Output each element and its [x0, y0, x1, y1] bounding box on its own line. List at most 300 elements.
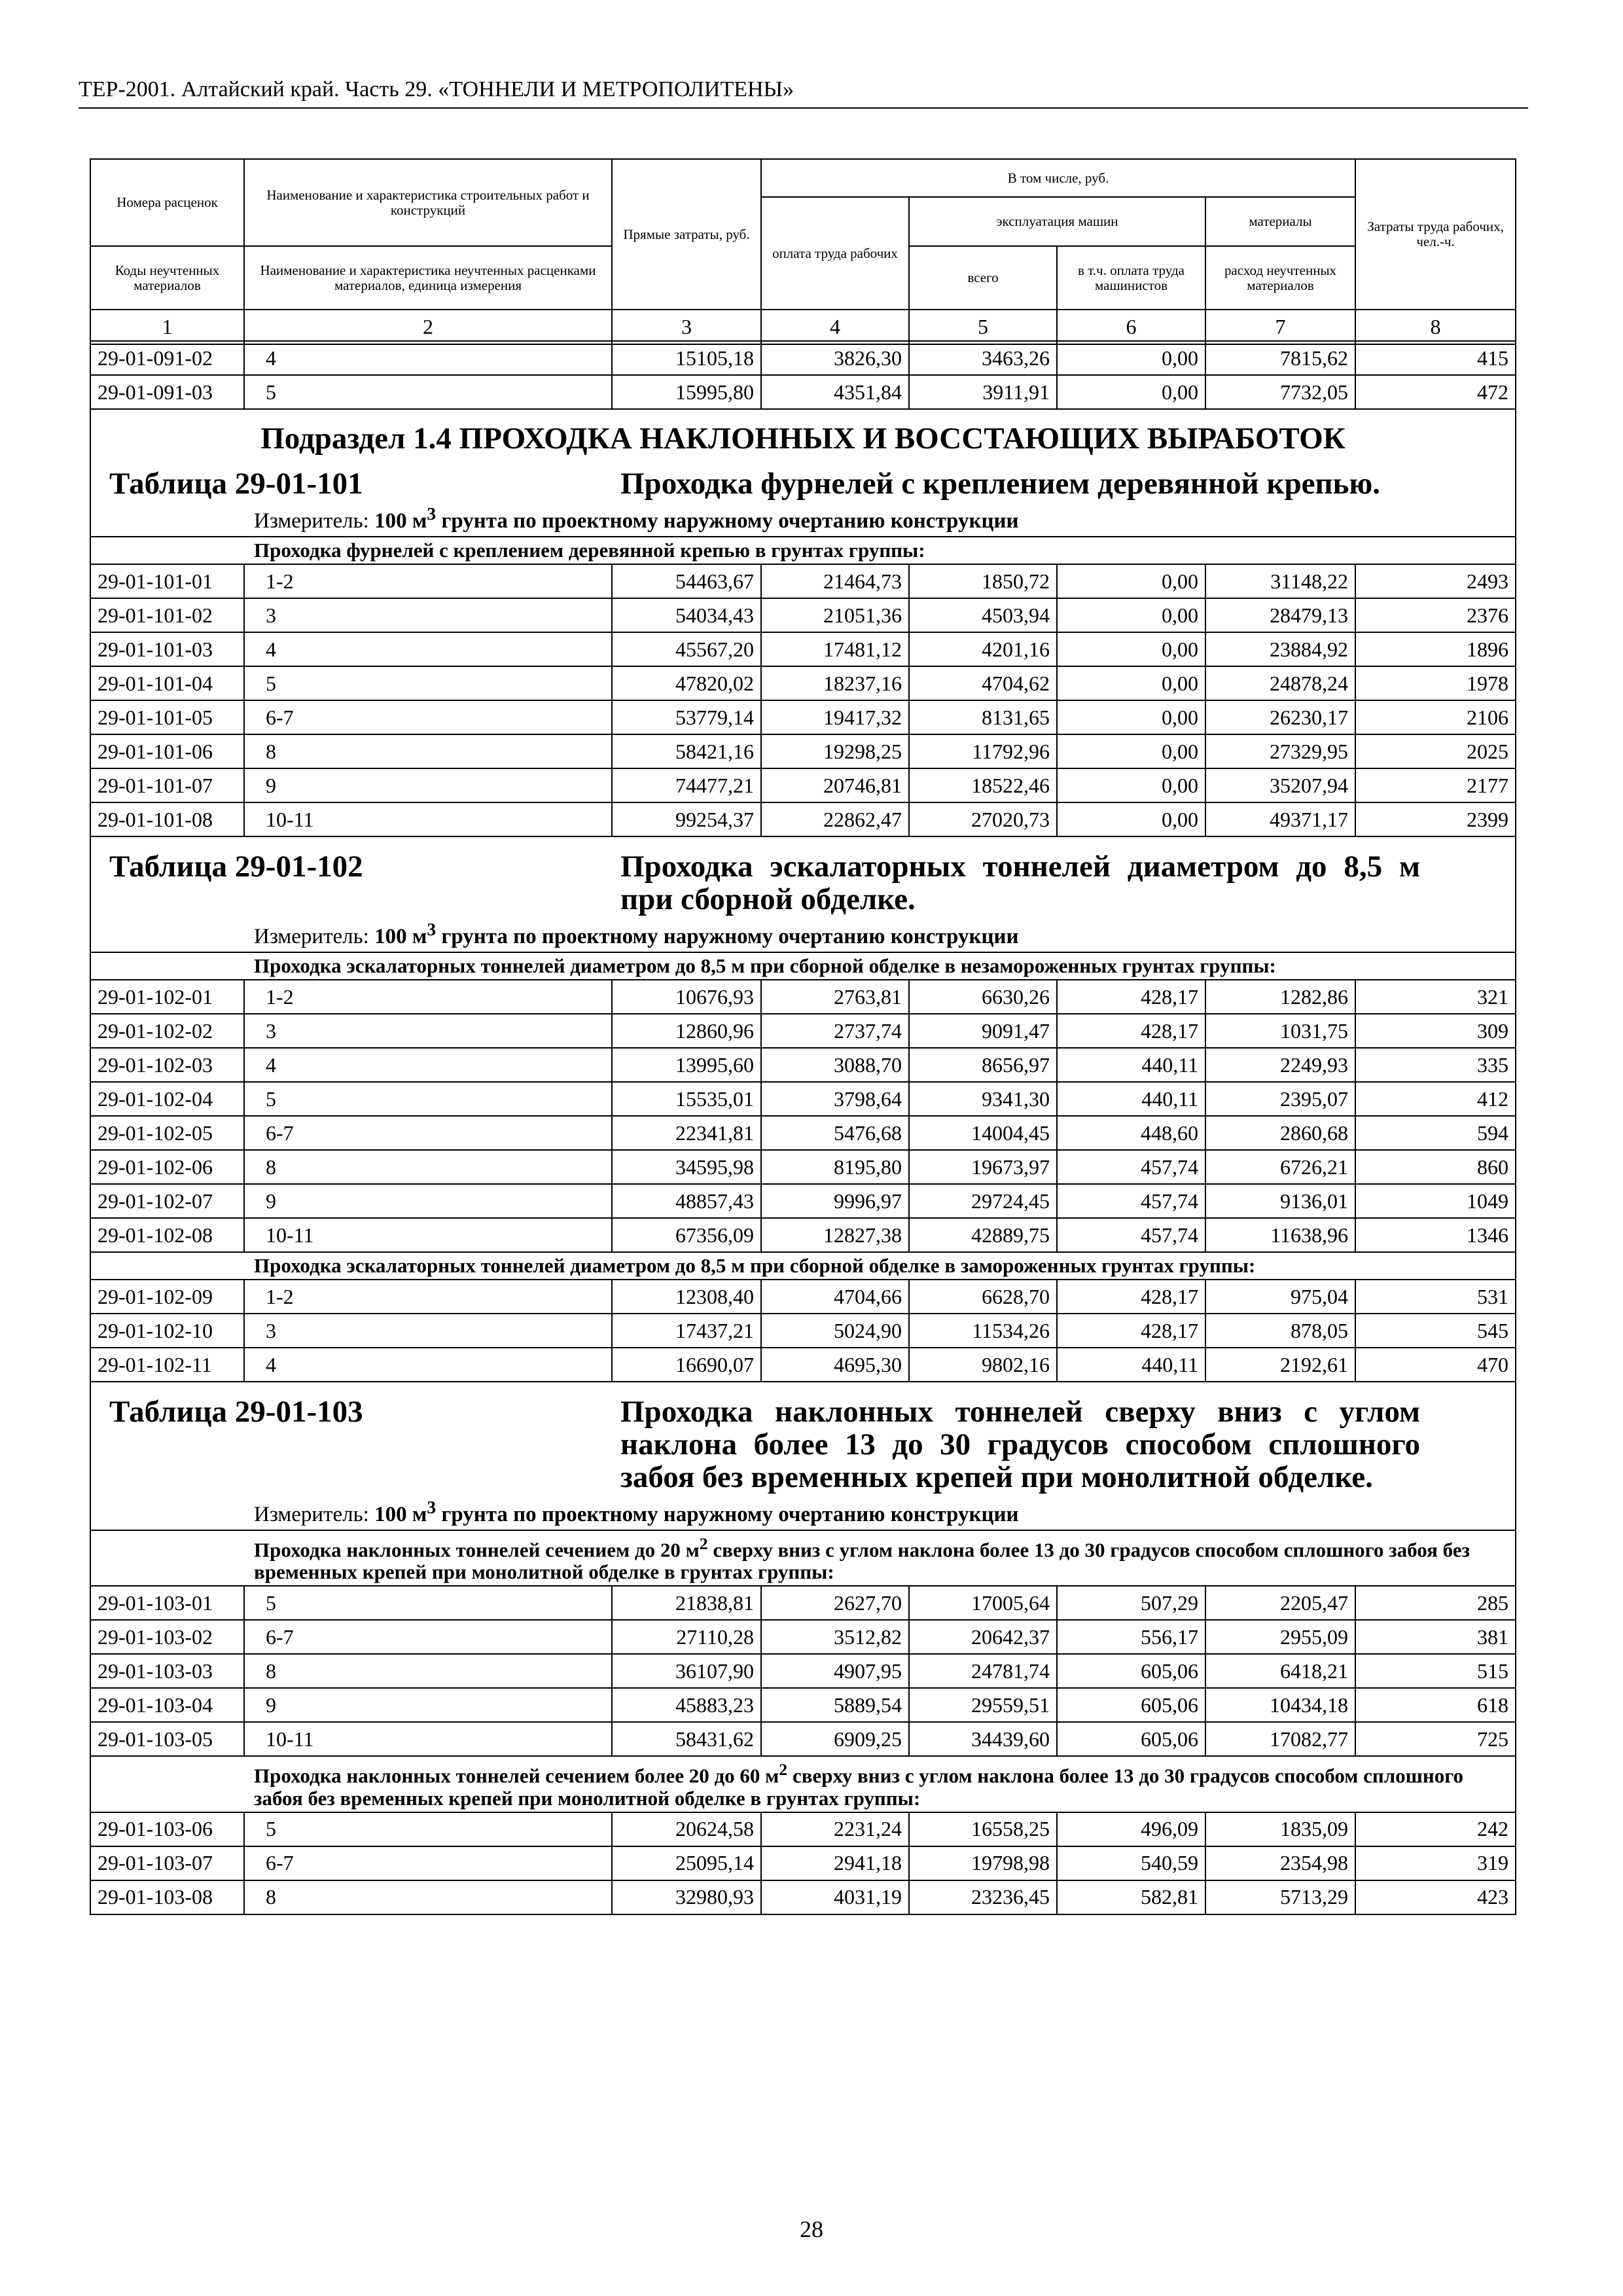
table-row: [90, 1722, 1516, 1756]
value-cell: 25095,14: [612, 1846, 761, 1880]
table-row: [90, 632, 1516, 666]
value-cell: 42889,75: [909, 1218, 1057, 1252]
value-cell: 19673,97: [909, 1150, 1057, 1184]
table-title: Проходка эскалаторных тоннелей диаметром до 8,5 м при сборной обделке.: [620, 850, 1420, 916]
soil-group-cell: 4: [244, 1348, 612, 1382]
soil-group-cell: 10-11: [244, 1218, 612, 1252]
value-cell: 428,17: [1057, 1314, 1205, 1348]
group-title: [90, 1252, 1516, 1280]
table-section: [90, 836, 1516, 952]
value-cell: 582,81: [1057, 1880, 1205, 1914]
value-cell: 2354,98: [1205, 1846, 1355, 1880]
value-cell: 21838,81: [612, 1586, 761, 1620]
soil-group-cell: 3: [244, 1014, 612, 1048]
table-row: [90, 768, 1516, 802]
rate-code-cell: 29-01-102-03: [90, 1048, 244, 1082]
value-cell: 6628,70: [909, 1280, 1057, 1314]
rate-code-cell: 29-01-103-06: [90, 1812, 244, 1846]
group-title: [90, 952, 1516, 980]
rate-code-cell: 29-01-101-05: [90, 700, 244, 734]
value-cell: 4503,94: [909, 598, 1057, 632]
value-cell: 21051,36: [761, 598, 909, 632]
value-cell: 15105,18: [612, 341, 761, 375]
rate-code-cell: 29-01-102-11: [90, 1348, 244, 1382]
group-title-row: [90, 1530, 1516, 1586]
rate-code-cell: 29-01-102-07: [90, 1184, 244, 1218]
value-cell: 4201,16: [909, 632, 1057, 666]
value-cell: 22341,81: [612, 1116, 761, 1150]
value-cell: 440,11: [1057, 1048, 1205, 1082]
value-cell: 2493: [1355, 564, 1516, 598]
value-cell: 11638,96: [1205, 1218, 1355, 1252]
col-materials-unaccounted-header: расход неучтенных материалов: [1205, 246, 1355, 310]
value-cell: 1282,86: [1205, 980, 1355, 1014]
value-cell: 618: [1355, 1688, 1516, 1722]
group-title: [90, 1530, 1516, 1586]
table-section: [90, 1382, 1516, 1530]
value-cell: 17005,64: [909, 1586, 1057, 1620]
value-cell: 17481,12: [761, 632, 909, 666]
value-cell: 4907,95: [761, 1654, 909, 1688]
soil-group-cell: 3: [244, 598, 612, 632]
value-cell: 2177: [1355, 768, 1516, 802]
value-cell: 17082,77: [1205, 1722, 1355, 1756]
table-row: [90, 1812, 1516, 1846]
value-cell: 12827,38: [761, 1218, 909, 1252]
value-cell: 428,17: [1057, 980, 1205, 1014]
value-cell: 5713,29: [1205, 1880, 1355, 1914]
soil-group-cell: 10-11: [244, 802, 612, 836]
value-cell: 16690,07: [612, 1348, 761, 1382]
value-cell: 2860,68: [1205, 1116, 1355, 1150]
soil-group-cell: 4: [244, 1048, 612, 1082]
soil-group-cell: 10-11: [244, 1722, 612, 1756]
value-cell: 242: [1355, 1812, 1516, 1846]
value-cell: 27020,73: [909, 802, 1057, 836]
value-cell: 5024,90: [761, 1314, 909, 1348]
value-cell: 29724,45: [909, 1184, 1057, 1218]
measure-prefix: Измеритель:: [254, 925, 369, 948]
table-row: [90, 598, 1516, 632]
soil-group-cell: 4: [244, 341, 612, 375]
value-cell: 8195,80: [761, 1150, 909, 1184]
rate-code-cell: 29-01-102-06: [90, 1150, 244, 1184]
rate-code-cell: 29-01-103-03: [90, 1654, 244, 1688]
col-materials-header: материалы: [1205, 197, 1355, 246]
value-cell: 9341,30: [909, 1082, 1057, 1116]
value-cell: 9091,47: [909, 1014, 1057, 1048]
soil-group-cell: 8: [244, 1880, 612, 1914]
soil-group-cell: 6-7: [244, 1620, 612, 1654]
rate-code-cell: 29-01-103-05: [90, 1722, 244, 1756]
group-title-row: [90, 952, 1516, 980]
col-name-bottom-header: Наименование и характеристика неучтенных расценками материалов, единица измерения: [244, 246, 612, 310]
group-title-sup: 2: [699, 1534, 708, 1553]
soil-group-cell: 6-7: [244, 1116, 612, 1150]
table-row: [90, 980, 1516, 1014]
value-cell: 22862,47: [761, 802, 909, 836]
value-cell: 4695,30: [761, 1348, 909, 1382]
rate-code-cell: 29-01-102-09: [90, 1280, 244, 1314]
value-cell: 8656,97: [909, 1048, 1057, 1082]
value-cell: 6630,26: [909, 980, 1057, 1014]
value-cell: 27329,95: [1205, 734, 1355, 768]
value-cell: 1049: [1355, 1184, 1516, 1218]
value-cell: 34595,98: [612, 1150, 761, 1184]
col-number: 3: [612, 310, 761, 344]
value-cell: 99254,37: [612, 802, 761, 836]
value-cell: 47820,02: [612, 666, 761, 700]
rate-code-cell: 29-01-102-08: [90, 1218, 244, 1252]
value-cell: 428,17: [1057, 1014, 1205, 1048]
value-cell: 49371,17: [1205, 802, 1355, 836]
table-section: [90, 409, 1516, 537]
soil-group-cell: 1-2: [244, 1280, 612, 1314]
value-cell: 556,17: [1057, 1620, 1205, 1654]
value-cell: 74477,21: [612, 768, 761, 802]
value-cell: 594: [1355, 1116, 1516, 1150]
soil-group-cell: 5: [244, 666, 612, 700]
value-cell: 26230,17: [1205, 700, 1355, 734]
soil-group-cell: 6-7: [244, 700, 612, 734]
value-cell: 1346: [1355, 1218, 1516, 1252]
measure-sup: 3: [427, 919, 437, 939]
soil-group-cell: 8: [244, 734, 612, 768]
value-cell: 428,17: [1057, 1280, 1205, 1314]
value-cell: 2627,70: [761, 1586, 909, 1620]
rate-code-cell: 29-01-101-03: [90, 632, 244, 666]
table-row: [90, 564, 1516, 598]
value-cell: 1835,09: [1205, 1812, 1355, 1846]
value-cell: 605,06: [1057, 1688, 1205, 1722]
col-name-header: Наименование и характеристика строительных работ и конструкций: [244, 159, 612, 246]
value-cell: 507,29: [1057, 1586, 1205, 1620]
value-cell: 3826,30: [761, 341, 909, 375]
value-cell: 0,00: [1057, 632, 1205, 666]
col-number: 1: [90, 310, 244, 344]
value-cell: 58421,16: [612, 734, 761, 768]
group-title-text: Проходка фурнелей с креплением деревянной крепью в грунтах группы:: [254, 539, 925, 562]
table-row: [90, 1150, 1516, 1184]
value-cell: 2763,81: [761, 980, 909, 1014]
value-cell: 45567,20: [612, 632, 761, 666]
measure-value: 100 м: [374, 925, 427, 948]
col-machines-total-header: всего: [909, 246, 1057, 310]
value-cell: 2376: [1355, 598, 1516, 632]
rate-code-cell: 29-01-102-10: [90, 1314, 244, 1348]
rate-code-cell: 29-01-102-04: [90, 1082, 244, 1116]
rate-code-cell: 29-01-103-01: [90, 1586, 244, 1620]
group-title-text: Проходка эскалаторных тоннелей диаметром до 8,5 м при сборной обделке в незамороженных грунтах группы:: [254, 954, 1276, 977]
group-title-row: [90, 537, 1516, 564]
value-cell: 24878,24: [1205, 666, 1355, 700]
value-cell: 1896: [1355, 632, 1516, 666]
value-cell: 15535,01: [612, 1082, 761, 1116]
value-cell: 12860,96: [612, 1014, 761, 1048]
value-cell: 605,06: [1057, 1722, 1205, 1756]
value-cell: 21464,73: [761, 564, 909, 598]
value-cell: 32980,93: [612, 1880, 761, 1914]
rates-table: [90, 340, 1516, 1915]
rates-table-body: [90, 340, 1516, 1915]
table-row: [90, 1314, 1516, 1348]
value-cell: 15995,80: [612, 375, 761, 409]
value-cell: 7815,62: [1205, 341, 1355, 375]
table-row: [90, 700, 1516, 734]
value-cell: 9996,97: [761, 1184, 909, 1218]
value-cell: 35207,94: [1205, 768, 1355, 802]
col-code-bottom-header: Коды неучтенных материалов: [90, 246, 244, 310]
value-cell: 472: [1355, 375, 1516, 409]
value-cell: 20746,81: [761, 768, 909, 802]
soil-group-cell: 4: [244, 632, 612, 666]
value-cell: 540,59: [1057, 1846, 1205, 1880]
table-title: Проходка фурнелей с креплением деревянной крепью.: [620, 467, 1381, 501]
value-cell: 440,11: [1057, 1082, 1205, 1116]
table-row: [90, 1586, 1516, 1620]
table-row: [90, 802, 1516, 836]
soil-group-cell: 1-2: [244, 980, 612, 1014]
value-cell: 457,74: [1057, 1184, 1205, 1218]
soil-group-cell: 9: [244, 768, 612, 802]
value-cell: 457,74: [1057, 1218, 1205, 1252]
value-cell: 5889,54: [761, 1688, 909, 1722]
value-cell: 7732,05: [1205, 375, 1355, 409]
value-cell: 1850,72: [909, 564, 1057, 598]
table-label: Таблица 29-01-101: [109, 467, 363, 501]
value-cell: 3463,26: [909, 341, 1057, 375]
soil-group-cell: 5: [244, 1586, 612, 1620]
value-cell: 31148,22: [1205, 564, 1355, 598]
value-cell: 975,04: [1205, 1280, 1355, 1314]
value-cell: 2025: [1355, 734, 1516, 768]
value-cell: 67356,09: [612, 1218, 761, 1252]
value-cell: 2192,61: [1205, 1348, 1355, 1382]
value-cell: 0,00: [1057, 375, 1205, 409]
rate-code-cell: 29-01-102-02: [90, 1014, 244, 1048]
col-number: 7: [1205, 310, 1355, 344]
group-title-row: [90, 1756, 1516, 1812]
table-row: [90, 734, 1516, 768]
value-cell: 3911,91: [909, 375, 1057, 409]
value-cell: 2399: [1355, 802, 1516, 836]
table-row: [90, 1880, 1516, 1914]
table-row: [90, 1280, 1516, 1314]
value-cell: 285: [1355, 1586, 1516, 1620]
value-cell: 1978: [1355, 666, 1516, 700]
measure-line: [91, 500, 1515, 536]
value-cell: 2737,74: [761, 1014, 909, 1048]
value-cell: 448,60: [1057, 1116, 1205, 1150]
value-cell: 2249,93: [1205, 1048, 1355, 1082]
value-cell: 11534,26: [909, 1314, 1057, 1348]
group-title-text: Проходка наклонных тоннелей сечением до 20 м: [254, 1538, 700, 1562]
measure-sup: 3: [427, 503, 437, 524]
col-machines-labor-header: в т.ч. оплата труда машинистов: [1057, 246, 1205, 310]
soil-group-cell: 1-2: [244, 564, 612, 598]
table-row: [90, 1014, 1516, 1048]
measure-value: 100 м: [374, 509, 427, 533]
soil-group-cell: 5: [244, 1812, 612, 1846]
value-cell: 415: [1355, 341, 1516, 375]
soil-group-cell: 8: [244, 1654, 612, 1688]
value-cell: 6726,21: [1205, 1150, 1355, 1184]
value-cell: 440,11: [1057, 1348, 1205, 1382]
value-cell: 29559,51: [909, 1688, 1057, 1722]
table-row: [90, 1846, 1516, 1880]
table-row: [90, 375, 1516, 409]
value-cell: 0,00: [1057, 598, 1205, 632]
value-cell: 470: [1355, 1348, 1516, 1382]
table-row: [90, 1620, 1516, 1654]
value-cell: 17437,21: [612, 1314, 761, 1348]
value-cell: 48857,43: [612, 1184, 761, 1218]
value-cell: 3088,70: [761, 1048, 909, 1082]
rate-code-cell: 29-01-101-02: [90, 598, 244, 632]
value-cell: 412: [1355, 1082, 1516, 1116]
value-cell: 4031,19: [761, 1880, 909, 1914]
value-cell: 13995,60: [612, 1048, 761, 1082]
group-title-text-cont: сверху вниз с углом наклона более 13 до 30 градусов способом сплошного забоя без временных крепей при монолитной обделке в грунтах группы:: [254, 1764, 1464, 1810]
rate-code-cell: 29-01-102-01: [90, 980, 244, 1014]
value-cell: 58431,62: [612, 1722, 761, 1756]
value-cell: 54034,43: [612, 598, 761, 632]
value-cell: 309: [1355, 1014, 1516, 1048]
rate-code-cell: 29-01-101-04: [90, 666, 244, 700]
value-cell: 381: [1355, 1620, 1516, 1654]
value-cell: 10434,18: [1205, 1688, 1355, 1722]
measure-rest: грунта по проектному наружному очертанию конструкции: [436, 925, 1019, 948]
value-cell: 20642,37: [909, 1620, 1057, 1654]
value-cell: 6909,25: [761, 1722, 909, 1756]
value-cell: 5476,68: [761, 1116, 909, 1150]
value-cell: 0,00: [1057, 734, 1205, 768]
group-title-sup: 2: [779, 1760, 788, 1780]
table-row: [90, 1654, 1516, 1688]
table-row: [90, 1082, 1516, 1116]
value-cell: 0,00: [1057, 666, 1205, 700]
value-cell: 11792,96: [909, 734, 1057, 768]
table-row: [90, 1218, 1516, 1252]
rate-code-cell: 29-01-091-03: [90, 375, 244, 409]
value-cell: 0,00: [1057, 341, 1205, 375]
rate-code-cell: 29-01-101-08: [90, 802, 244, 836]
soil-group-cell: 5: [244, 1082, 612, 1116]
table-row: [90, 1688, 1516, 1722]
value-cell: 0,00: [1057, 700, 1205, 734]
value-cell: 457,74: [1057, 1150, 1205, 1184]
value-cell: 14004,45: [909, 1116, 1057, 1150]
table-row: [90, 1116, 1516, 1150]
table-row: [90, 1348, 1516, 1382]
measure-prefix: Измеритель:: [254, 509, 369, 533]
value-cell: 4704,62: [909, 666, 1057, 700]
value-cell: 496,09: [1057, 1812, 1205, 1846]
table-row: [90, 1048, 1516, 1082]
value-cell: 36107,90: [612, 1654, 761, 1688]
rate-code-cell: 29-01-101-01: [90, 564, 244, 598]
value-cell: 10676,93: [612, 980, 761, 1014]
value-cell: 515: [1355, 1654, 1516, 1688]
value-cell: 319: [1355, 1846, 1516, 1880]
value-cell: 0,00: [1057, 564, 1205, 598]
value-cell: 1031,75: [1205, 1014, 1355, 1048]
col-number: 4: [761, 310, 909, 344]
value-cell: 878,05: [1205, 1314, 1355, 1348]
value-cell: 545: [1355, 1314, 1516, 1348]
measure-line: [91, 916, 1515, 952]
header-text: ТЕР-2001. Алтайский край. Часть 29. «ТОННЕЛИ И МЕТРОПОЛИТЕНЫ»: [79, 77, 794, 101]
value-cell: 9136,01: [1205, 1184, 1355, 1218]
col-number: 2: [244, 310, 612, 344]
measure-sup: 3: [427, 1497, 437, 1517]
value-cell: 9802,16: [909, 1348, 1057, 1382]
value-cell: 53779,14: [612, 700, 761, 734]
value-cell: 28479,13: [1205, 598, 1355, 632]
value-cell: 8131,65: [909, 700, 1057, 734]
rate-code-cell: 29-01-103-07: [90, 1846, 244, 1880]
value-cell: 24781,74: [909, 1654, 1057, 1688]
soil-group-cell: 6-7: [244, 1846, 612, 1880]
value-cell: 0,00: [1057, 802, 1205, 836]
value-cell: 2106: [1355, 700, 1516, 734]
value-cell: 16558,25: [909, 1812, 1057, 1846]
table-label: Таблица 29-01-103: [109, 1395, 363, 1429]
value-cell: 2941,18: [761, 1846, 909, 1880]
col-labor-header: оплата труда рабочих: [761, 197, 909, 310]
table-row: [90, 1184, 1516, 1218]
soil-group-cell: 8: [244, 1150, 612, 1184]
table-row: [90, 666, 1516, 700]
rate-code-cell: 29-01-103-02: [90, 1620, 244, 1654]
value-cell: 19298,25: [761, 734, 909, 768]
col-direct-header: Прямые затраты, руб.: [612, 159, 761, 310]
value-cell: 54463,67: [612, 564, 761, 598]
measure-prefix: Измеритель:: [254, 1503, 369, 1526]
rate-code-cell: 29-01-102-05: [90, 1116, 244, 1150]
group-title-row: [90, 1252, 1516, 1280]
value-cell: 335: [1355, 1048, 1516, 1082]
value-cell: 34439,60: [909, 1722, 1057, 1756]
col-number: 8: [1355, 310, 1516, 344]
rate-code-cell: 29-01-103-04: [90, 1688, 244, 1722]
col-number: 5: [909, 310, 1057, 344]
measure-line: [91, 1494, 1515, 1530]
table-label: Таблица 29-01-102: [109, 850, 363, 884]
value-cell: 0,00: [1057, 768, 1205, 802]
value-cell: 18237,16: [761, 666, 909, 700]
value-cell: 12308,40: [612, 1280, 761, 1314]
value-cell: 2205,47: [1205, 1586, 1355, 1620]
measure-rest: грунта по проектному наружному очертанию конструкции: [436, 509, 1019, 533]
soil-group-cell: 9: [244, 1688, 612, 1722]
value-cell: 23884,92: [1205, 632, 1355, 666]
group-title: [90, 1756, 1516, 1812]
value-cell: 45883,23: [612, 1688, 761, 1722]
group-title-text: Проходка наклонных тоннелей сечением более 20 до 60 м: [254, 1764, 779, 1787]
soil-group-cell: 3: [244, 1314, 612, 1348]
value-cell: 6418,21: [1205, 1654, 1355, 1688]
col-code-header: Номера расценок: [90, 159, 244, 246]
col-labor-cost-header: Затраты труда рабочих, чел.-ч.: [1355, 159, 1516, 310]
subsection-title: Подраздел 1.4 ПРОХОДКА НАКЛОННЫХ И ВОССТАЮЩИХ ВЫРАБОТОК: [260, 422, 1346, 456]
value-cell: 23236,45: [909, 1880, 1057, 1914]
page-number: 28: [800, 2216, 823, 2242]
value-cell: 725: [1355, 1722, 1516, 1756]
value-cell: 2955,09: [1205, 1620, 1355, 1654]
table-title: Проходка наклонных тоннелей сверху вниз с углом наклона более 13 до 30 градусов способом сплошного забоя без временных крепей при монолитной обделке.: [620, 1395, 1420, 1494]
value-cell: 3512,82: [761, 1620, 909, 1654]
